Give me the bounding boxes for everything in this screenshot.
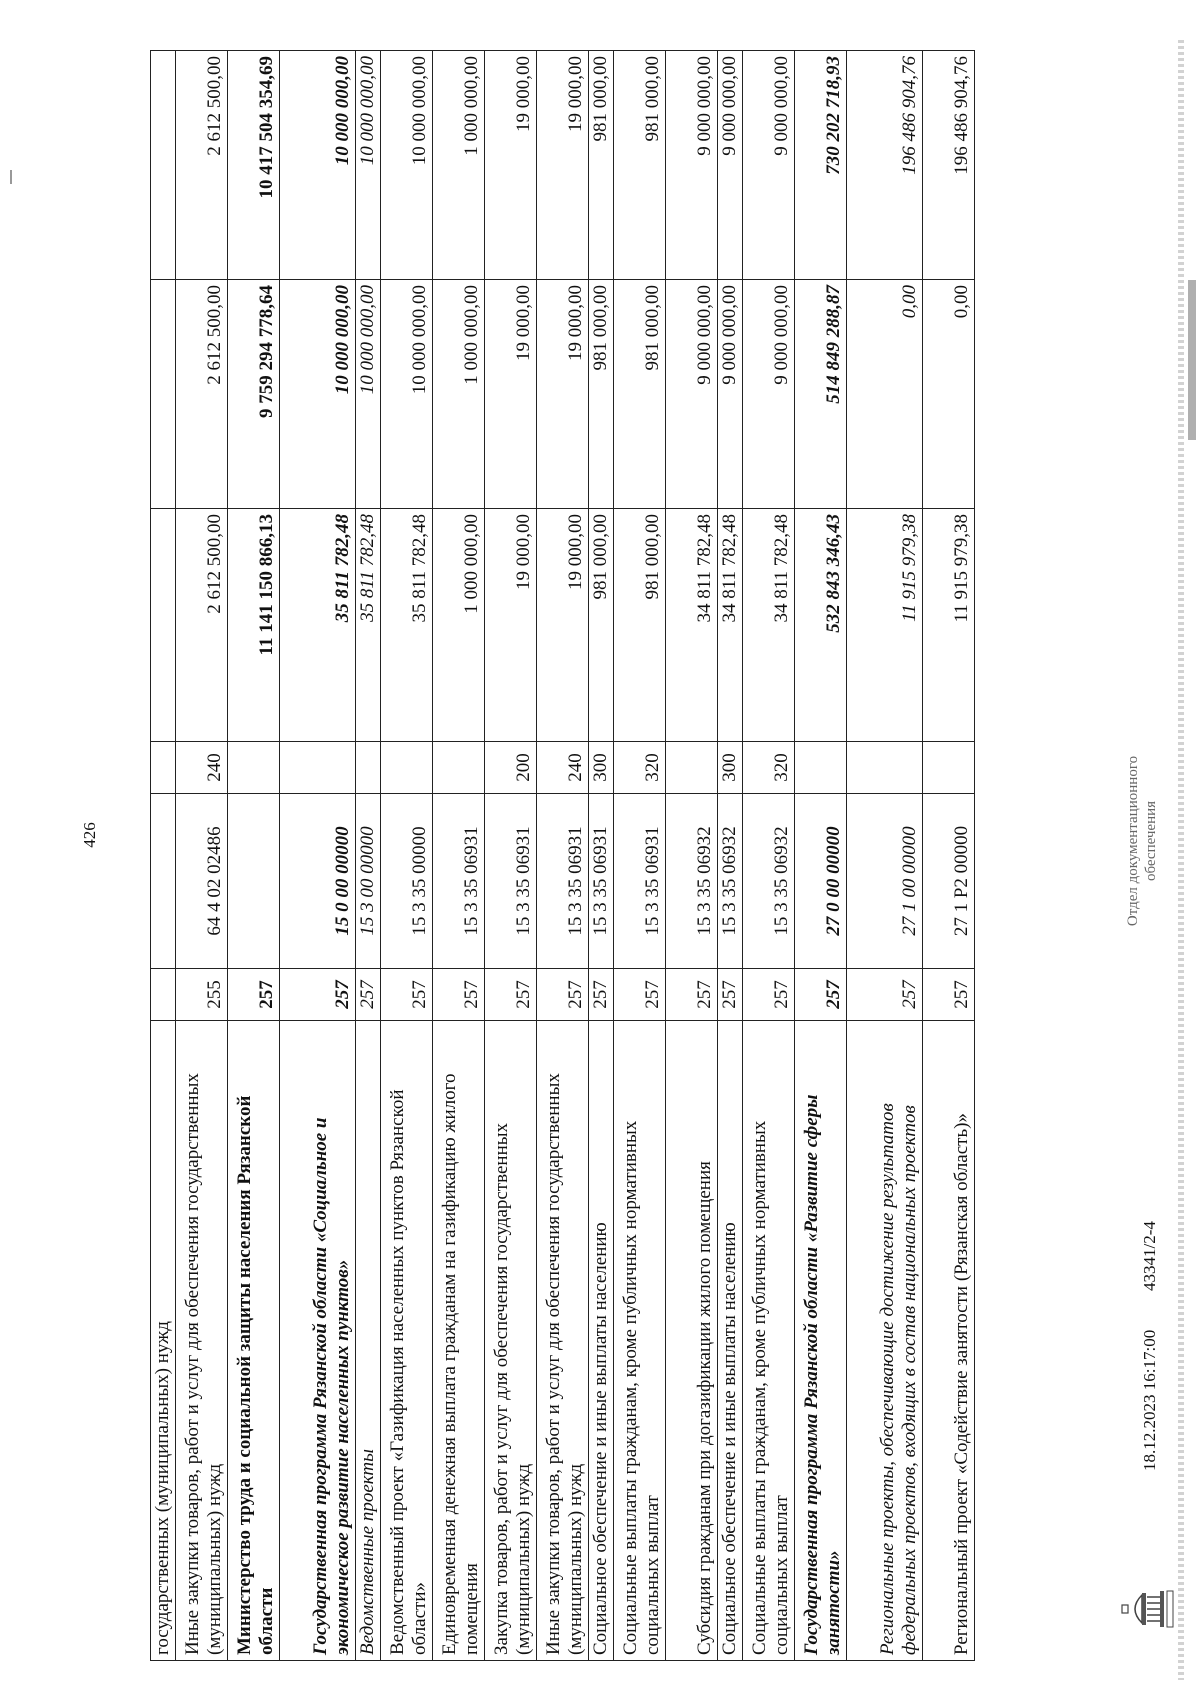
amount-2024: 35 811 782,48 [280,509,356,742]
ministry-code: 255 [176,969,228,1021]
amount-2026: 1 000 000,00 [433,51,485,280]
ministry-code: 257 [743,969,795,1021]
amount-2025: 514 849 288,87 [795,280,847,509]
target-article-code [228,794,280,969]
amount-2024: 532 843 346,43 [795,509,847,742]
target-article-code: 15 3 35 06932 [743,794,795,969]
amount-2025: 10 000 000,00 [356,280,381,509]
table-row [718,51,743,1661]
row-description: Государственная программа Рязанской области «Развитие сферы занятости» [795,1021,847,1661]
table-row [381,51,433,1661]
amount-2024: 34 811 782,48 [743,509,795,742]
amount-2026: 19 000,00 [537,51,589,280]
expense-type-code [923,742,975,794]
expense-type-code [228,742,280,794]
amount-2026: 2 612 500,00 [176,51,228,280]
footer-doc-code: 43341/2-4 [1140,1221,1159,1291]
amount-2024 [151,509,176,742]
table-row [176,51,228,1661]
table-row [795,51,847,1661]
amount-2025: 10 000 000,00 [280,280,356,509]
table-row [743,51,795,1661]
stamp-line-1: Отдел документационного [1125,755,1141,927]
ministry-code: 257 [381,969,433,1021]
expense-type-code: 240 [176,742,228,794]
amount-2026: 10 417 504 354,69 [228,51,280,280]
expense-type-code [847,742,923,794]
amount-2025: 0,00 [923,280,975,509]
footer-date: 18.12.2023 16:17:00 [1140,1329,1159,1471]
table-row [589,51,614,1661]
table-row [666,51,718,1661]
row-description: Ведомственные проекты [356,1021,381,1661]
row-description: Социальные выплаты гражданам, кроме публичных нормативных социальных выплат [743,1021,795,1661]
table-row [923,51,975,1661]
expense-type-code [666,742,718,794]
target-article-code: 15 3 35 06931 [433,794,485,969]
amount-2024: 981 000,00 [589,509,614,742]
table-row [228,51,280,1661]
ministry-code: 257 [537,969,589,1021]
target-article-code [151,794,176,969]
budget-table [150,50,975,1661]
amount-2025: 9 000 000,00 [666,280,718,509]
expense-type-code [433,742,485,794]
amount-2025: 981 000,00 [614,280,666,509]
table-row [151,51,176,1661]
amount-2026: 9 000 000,00 [718,51,743,280]
amount-2025: 19 000,00 [485,280,537,509]
amount-2025: 9 759 294 778,64 [228,280,280,509]
page-footer [1120,41,1190,1661]
amount-2025: 981 000,00 [589,280,614,509]
row-description: Социальные выплаты гражданам, кроме публичных нормативных социальных выплат [614,1021,666,1661]
ministry-code: 257 [795,969,847,1021]
row-description: Иные закупки товаров, работ и услуг для обеспечения государственных (муниципальных) нужд [176,1021,228,1661]
amount-2024: 19 000,00 [485,509,537,742]
target-article-code: 27 0 00 00000 [795,794,847,969]
table-row [485,51,537,1661]
expense-type-code [795,742,847,794]
target-article-code: 15 3 35 06931 [485,794,537,969]
target-article-code: 15 3 35 06932 [718,794,743,969]
amount-2024: 19 000,00 [537,509,589,742]
amount-2026: 10 000 000,00 [381,51,433,280]
table-row [614,51,666,1661]
duma-logo-icon [1120,1587,1176,1631]
expense-type-code [356,742,381,794]
row-description: государственных (муниципальных) нужд [151,1021,176,1661]
target-article-code: 64 4 02 02486 [176,794,228,969]
expense-type-code: 320 [614,742,666,794]
amount-2025: 19 000,00 [537,280,589,509]
table-row [537,51,589,1661]
table-row [280,51,356,1661]
amount-2025: 9 000 000,00 [743,280,795,509]
amount-2024: 11 915 979,38 [923,509,975,742]
amount-2026: 9 000 000,00 [666,51,718,280]
ministry-code: 257 [485,969,537,1021]
ministry-code: 257 [718,969,743,1021]
amount-2026: 9 000 000,00 [743,51,795,280]
expense-type-code [151,742,176,794]
ministry-code: 257 [433,969,485,1021]
amount-2025: 9 000 000,00 [718,280,743,509]
expense-type-code: 240 [537,742,589,794]
amount-2025: 2 612 500,00 [176,280,228,509]
expense-type-code: 300 [718,742,743,794]
row-description: Закупка товаров, работ и услуг для обеспечения государственных (муниципальных) нужд [485,1021,537,1661]
amount-2026: 10 000 000,00 [280,51,356,280]
amount-2026: 196 486 904,76 [847,51,923,280]
row-description: Единовременная денежная выплата гражданам на газификацию жилого помещения [433,1021,485,1661]
target-article-code: 27 1 P2 00000 [923,794,975,969]
amount-2026: 981 000,00 [589,51,614,280]
table-row [433,51,485,1661]
department-stamp [1124,661,1160,1021]
amount-2024: 35 811 782,48 [381,509,433,742]
target-article-code: 15 3 00 00000 [356,794,381,969]
row-description: Министерство труда и социальной защиты населения Рязанской области [228,1021,280,1661]
table-row [847,51,923,1661]
amount-2024: 1 000 000,00 [433,509,485,742]
stamp-line-2: обеспечения [1143,800,1159,882]
ministry-code: 257 [847,969,923,1021]
target-article-code: 15 3 35 06932 [666,794,718,969]
expense-type-code: 200 [485,742,537,794]
row-description: Иные закупки товаров, работ и услуг для обеспечения государственных (муниципальных) нужд [537,1021,589,1661]
amount-2024: 11 141 150 866,13 [228,509,280,742]
target-article-code: 15 3 35 06931 [537,794,589,969]
row-description: Государственная программа Рязанской области «Социальное и экономическое развитие населенных пунктов» [280,1021,356,1661]
row-description: Ведомственный проект «Газификация населенных пунктов Рязанской области» [381,1021,433,1661]
row-description: Субсидия гражданам при догазификации жилого помещения [666,1021,718,1661]
ministry-code: 257 [356,969,381,1021]
ministry-code: 257 [280,969,356,1021]
amount-2024: 34 811 782,48 [666,509,718,742]
target-article-code: 15 0 00 00000 [280,794,356,969]
amount-2025: 0,00 [847,280,923,509]
amount-2025: 1 000 000,00 [433,280,485,509]
target-article-code: 27 1 00 00000 [847,794,923,969]
ministry-code: 257 [923,969,975,1021]
row-description: Региональный проект «Содействие занятости (Рязанская область)» [923,1021,975,1661]
amount-2026: 981 000,00 [614,51,666,280]
amount-2024: 2 612 500,00 [176,509,228,742]
target-article-code: 15 3 35 06931 [589,794,614,969]
amount-2026: 10 000 000,00 [356,51,381,280]
ministry-code: 257 [589,969,614,1021]
expense-type-code: 300 [589,742,614,794]
amount-2025 [151,280,176,509]
amount-2024: 34 811 782,48 [718,509,743,742]
ministry-code [151,969,176,1021]
row-description: Социальное обеспечение и иные выплаты населению [589,1021,614,1661]
table-row [356,51,381,1661]
amount-2026: 730 202 718,93 [795,51,847,280]
ministry-code: 257 [228,969,280,1021]
expense-type-code [280,742,356,794]
ministry-code: 257 [614,969,666,1021]
amount-2024: 11 915 979,38 [847,509,923,742]
page-number: 426 [80,822,99,848]
target-article-code: 15 3 35 06931 [614,794,666,969]
amount-2026 [151,51,176,280]
target-article-code: 15 3 35 00000 [381,794,433,969]
amount-2024: 981 000,00 [614,509,666,742]
ministry-code: 257 [666,969,718,1021]
expense-type-code: 320 [743,742,795,794]
amount-2025: 10 000 000,00 [381,280,433,509]
expense-type-code [381,742,433,794]
amount-2024: 35 811 782,48 [356,509,381,742]
row-description: Социальное обеспечение и иные выплаты населению [718,1021,743,1661]
amount-2026: 19 000,00 [485,51,537,280]
row-description: Региональные проекты, обеспечивающие достижение результатов федеральных проектов, входящих в состав национальных проектов [847,1021,923,1661]
amount-2026: 196 486 904,76 [923,51,975,280]
